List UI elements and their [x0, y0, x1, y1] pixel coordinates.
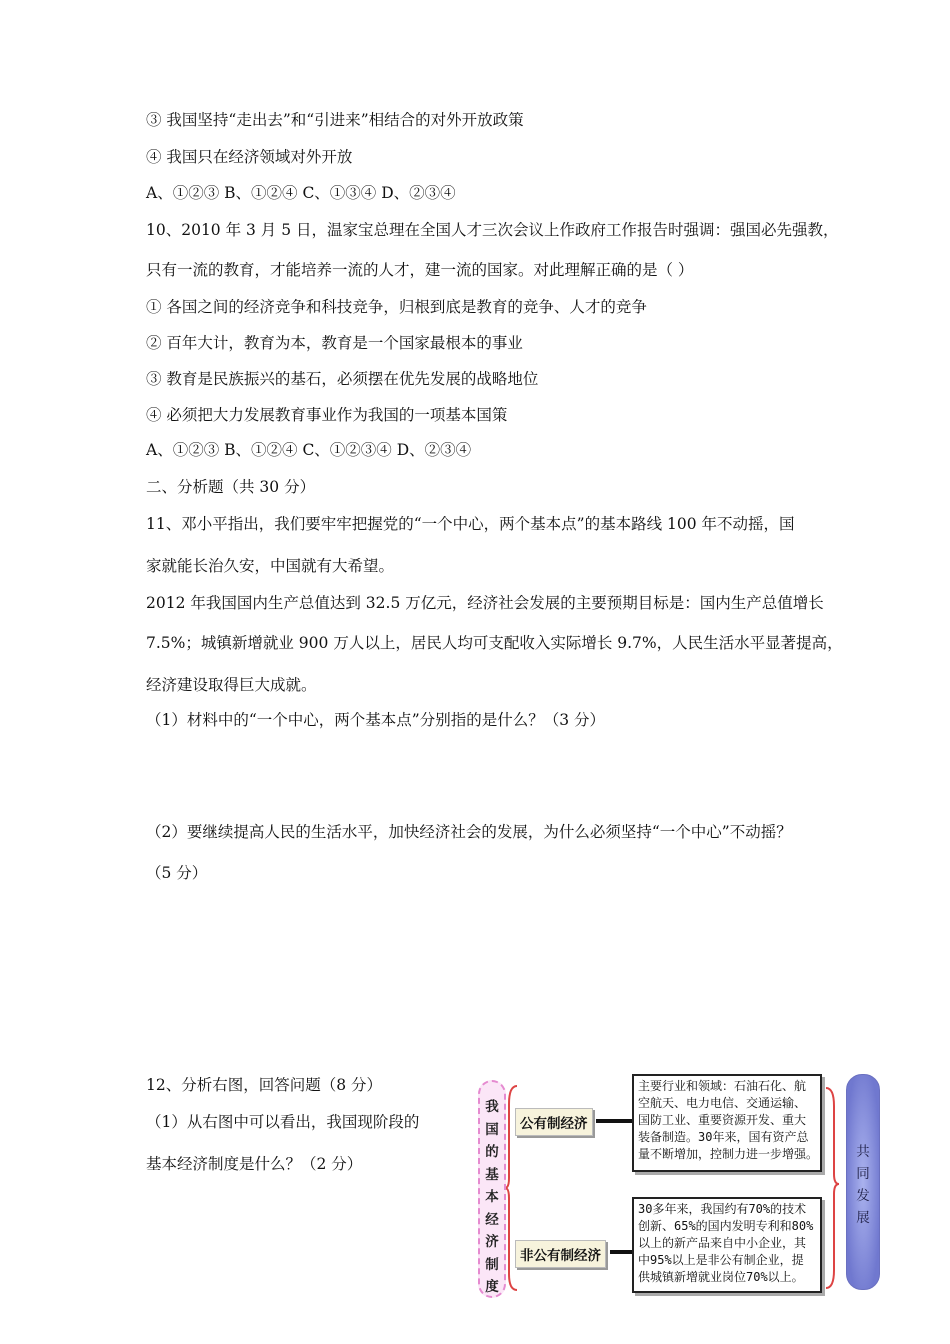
common-development-char: 展 — [856, 1210, 870, 1226]
public-economy-description: 主要行业和领域：石油石化、航 空航天、电力电信、交通运输、 国防工业、重要资源开发、重大 装备制造。30年来，国有资产总 量不断增加，控制力进一步增强。 — [632, 1074, 822, 1172]
q10-option-3: ③ 教育是民族振兴的基石，必须摆在优先发展的战略地位 — [146, 370, 539, 388]
q10-option-2: ② 百年大计，教育为本，教育是一个国家最根本的事业 — [146, 334, 523, 352]
basic-economic-system-char: 基 — [485, 1166, 499, 1183]
common-development-oval — [846, 1074, 880, 1290]
basic-economic-system-char: 我 — [485, 1099, 499, 1115]
q11-sub1: （1）材料中的“一个中心，两个基本点”分别指的是什么？（3 分） — [146, 711, 606, 729]
option-3-opening-policy: ③ 我国坚持“走出去”和“引进来”相结合的对外开放政策 — [146, 111, 524, 129]
q11-stem-line2: 家就能长治久安，中国就有大希望。 — [146, 557, 395, 575]
q11-material-line3: 经济建设取得巨大成就。 — [146, 676, 317, 694]
common-development-label — [849, 1141, 877, 1229]
nonpublic-economy-label: 非公有制经济 — [515, 1240, 606, 1268]
economic-system-diagram — [478, 1074, 878, 1302]
basic-economic-system-char: 度 — [485, 1279, 499, 1295]
common-development-char: 发 — [856, 1188, 870, 1204]
basic-economic-system-char: 济 — [485, 1234, 499, 1250]
q9-answer-choices: A、①②③ B、①②④ C、①③④ D、②③④ — [146, 184, 456, 202]
q12-sub1-line2: 基本经济制度是什么？（2 分） — [146, 1155, 363, 1173]
nonpublic-economy-description: 30多年来，我国约有70%的技术 创新、65%的国内发明专利和80% 以上的新产品来自中小企业，其 中95%以上是非公有制企业，提 供城镇新增就业岗位70%以上。 — [632, 1197, 822, 1293]
q11-sub2-score: （5 分） — [146, 864, 208, 882]
basic-economic-system-char: 国 — [485, 1121, 499, 1138]
option-4-economic-only: ④ 我国只在经济领域对外开放 — [146, 148, 353, 166]
basic-economic-system-label — [480, 1096, 504, 1299]
q12-sub1-line1: （1）从右图中可以看出，我国现阶段的 — [146, 1113, 420, 1131]
q11-material-line1: 2012 年我国国内生产总值达到 32.5 万亿元，经济社会发展的主要预期目标是：国内生产总值增长 — [146, 594, 824, 612]
common-development-char: 共 — [856, 1144, 870, 1160]
q11-stem-line1: 11、邓小平指出，我们要牢牢把握党的“一个中心，两个基本点”的基本路线 100 年不动摇，国 — [146, 515, 795, 533]
right-brace — [824, 1074, 840, 1302]
nonpublic-connector — [610, 1250, 632, 1254]
basic-economic-system-char: 经 — [485, 1211, 499, 1228]
q10-stem-line2: 只有一流的教育，才能培养一流的人才，建一流的国家。对此理解正确的是（ ） — [146, 261, 694, 279]
q10-answer-choices: A、①②③ B、①②④ C、①②③④ D、②③④ — [146, 441, 472, 459]
public-economy-label: 公有制经济 — [515, 1108, 593, 1136]
q12-stem: 12、分析右图，回答问题（8 分） — [146, 1076, 383, 1094]
q10-option-4: ④ 必须把大力发展教育事业作为我国的一项基本国策 — [146, 406, 508, 424]
common-development-char: 同 — [856, 1166, 870, 1182]
q11-sub2: （2）要继续提高人民的生活水平，加快经济社会的发展，为什么必须坚持“一个中心”不动摇？ — [146, 823, 792, 841]
basic-economic-system-char: 本 — [485, 1189, 499, 1205]
basic-economic-system-char: 的 — [485, 1144, 499, 1160]
basic-economic-system-oval — [478, 1080, 506, 1298]
q10-option-1: ① 各国之间的经济竞争和科技竞争，归根到底是教育的竞争、人才的竞争 — [146, 298, 647, 316]
q10-stem-line1: 10、2010 年 3 月 5 日，温家宝总理在全国人才三次会议上作政府工作报告时强调：强国必先强教， — [146, 221, 839, 239]
basic-economic-system-char: 制 — [485, 1256, 499, 1273]
section-2-heading: 二、分析题（共 30 分） — [146, 478, 316, 496]
public-connector — [596, 1119, 632, 1123]
q11-material-line2: 7.5%；城镇新增就业 900 万人以上，居民人均可支配收入实际增长 9.7%，人民生活水平显著提高， — [146, 634, 843, 652]
